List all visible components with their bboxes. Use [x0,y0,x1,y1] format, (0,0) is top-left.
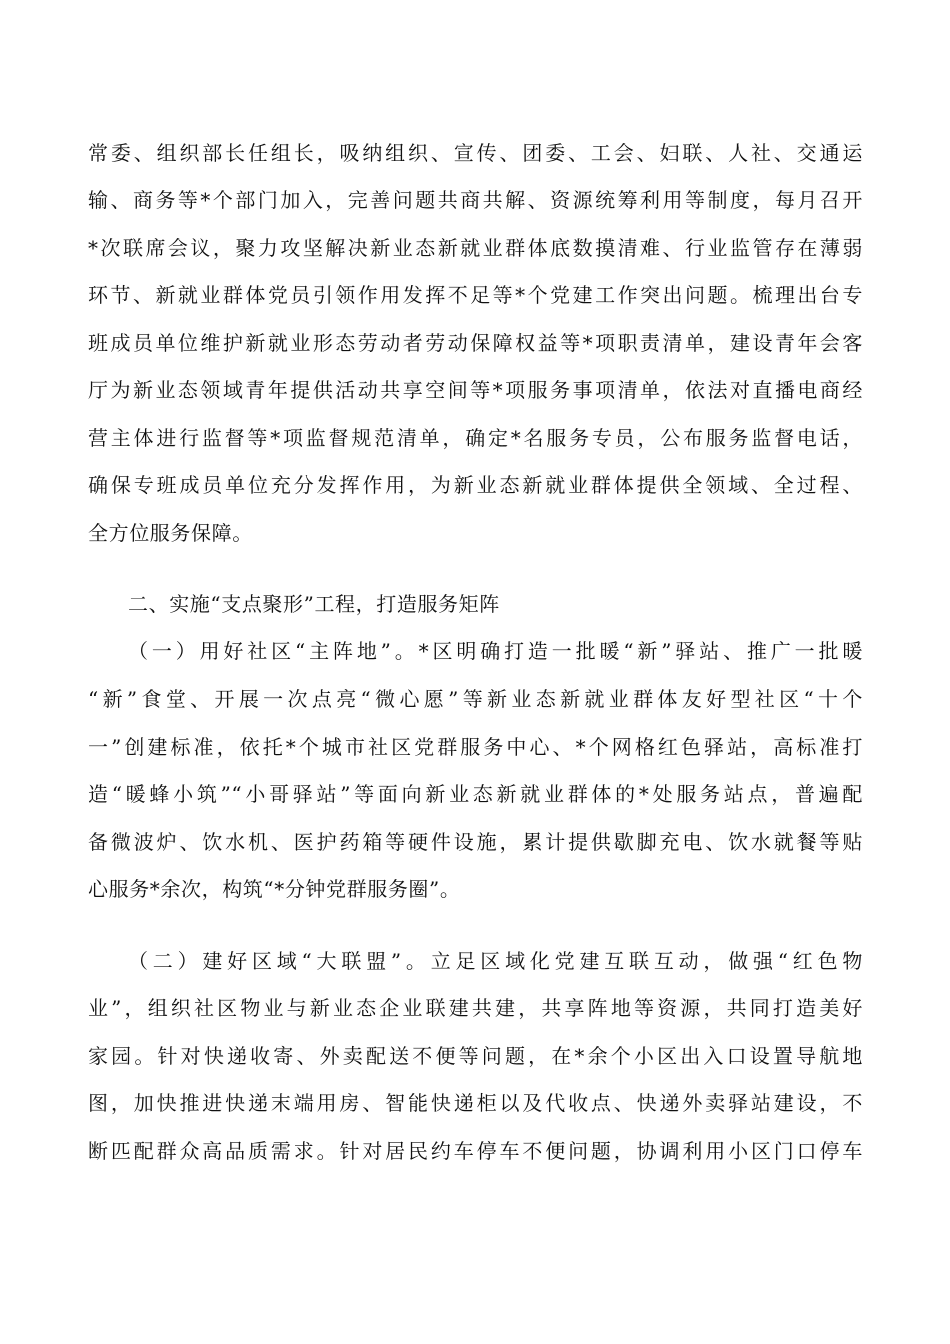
paragraph-3-line-1: （二）建好区域“大联盟”。立足区域化党建互联互动，做强“红色物 [128,949,863,973]
paragraph-2-line-3: 一”创建标准，依托*个城市社区党群服务中心、*个网格红色驿站，高标准打 [88,735,863,759]
paragraph-1-line-7: 营主体进行监督等*项监督规范清单，确定*名服务专员，公布服务监督电话， [88,426,863,450]
paragraph-3-line-5: 断匹配群众高品质需求。针对居民约车停车不便问题，协调利用小区门口停车 [88,1139,863,1163]
paragraph-1-line-6: 厅为新业态领域青年提供活动共享空间等*项服务事项清单，依法对直播电商经 [88,378,863,402]
paragraph-3-line-4: 图，加快推进快递末端用房、智能快递柜以及代收点、快递外卖驿站建设，不 [88,1091,863,1115]
paragraph-1-line-1: 常委、组织部长任组长，吸纳组织、宣传、团委、工会、妇联、人社、交通运 [88,141,863,165]
paragraph-1-line-2: 输、商务等*个部门加入，完善问题共商共解、资源统筹利用等制度，每月召开 [88,188,863,212]
paragraph-2-line-1: （一）用好社区“主阵地”。*区明确打造一批暖“新”驿站、推广一批暖 [128,639,863,663]
paragraph-2-line-5: 备微波炉、饮水机、医护药箱等硬件设施，累计提供歇脚充电、饮水就餐等贴 [88,830,863,854]
paragraph-1-line-4: 环节、新就业群体党员引领作用发挥不足等*个党建工作突出问题。梳理出台专 [88,283,863,307]
paragraph-3-line-3: 家园。针对快递收寄、外卖配送不便等问题，在*余个小区出入口设置导航地 [88,1044,863,1068]
paragraph-2-line-4: 造“暖蜂小筑”“小哥驿站”等面向新业态新就业群体的*处服务站点，普遍配 [88,782,863,806]
section-heading: 二、实施“支点聚形”工程，打造服务矩阵 [128,592,500,616]
paragraph-1-line-9: 全方位服务保障。 [88,521,253,545]
paragraph-2-line-6: 心服务*余次，构筑“*分钟党群服务圈”。 [88,877,461,901]
paragraph-2-line-2: “新”食堂、开展一次点亮“微心愿”等新业态新就业群体友好型社区“十个 [88,687,863,711]
paragraph-1-line-8: 确保专班成员单位充分发挥作用，为新业态新就业群体提供全领域、全过程、 [88,473,863,497]
paragraph-3-line-2: 业”，组织社区物业与新业态企业联建共建，共享阵地等资源，共同打造美好 [88,996,863,1020]
paragraph-1-line-5: 班成员单位维护新就业形态劳动者劳动保障权益等*项职责清单，建设青年会客 [88,331,863,355]
paragraph-1-line-3: *次联席会议，聚力攻坚解决新业态新就业群体底数摸清难、行业监管存在薄弱 [88,236,863,260]
